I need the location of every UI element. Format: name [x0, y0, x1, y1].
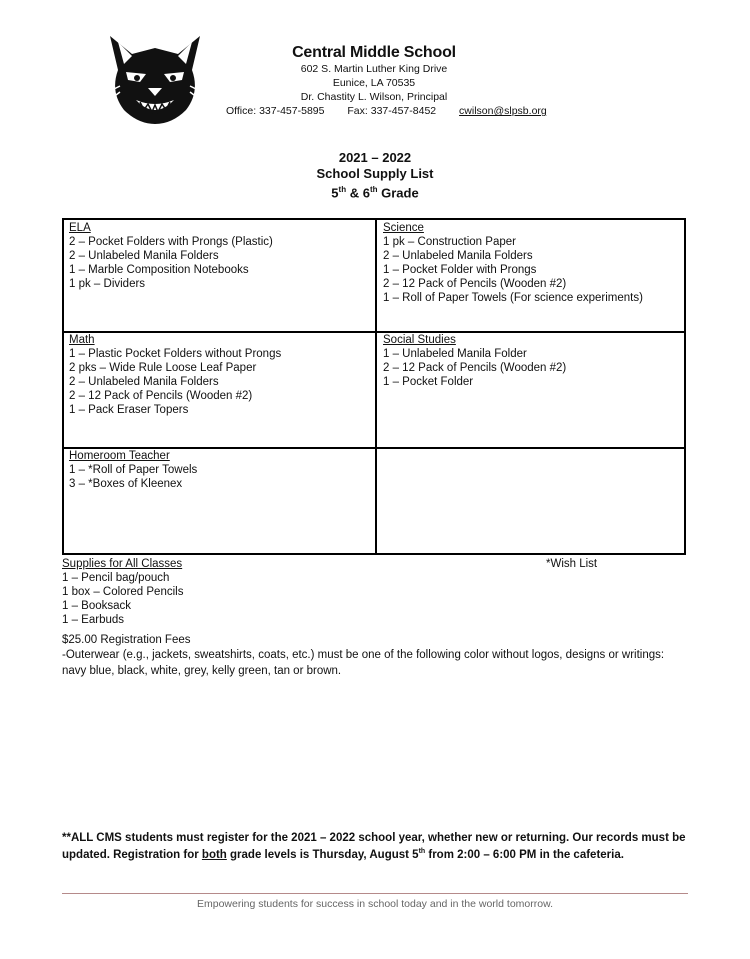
- list-item: 1 – Pack Eraser Topers: [69, 404, 189, 416]
- supply-table: [62, 218, 686, 555]
- section-heading: Math: [69, 334, 95, 346]
- school-year: 2021 – 2022: [338, 150, 412, 165]
- list-title: School Supply List: [316, 166, 434, 181]
- registration-fees: $25.00 Registration Fees: [62, 634, 191, 646]
- fax-number: Fax: 337-457-8452: [347, 105, 437, 117]
- list-item: 1 – Earbuds: [62, 614, 125, 626]
- section-heading: Supplies for All Classes: [62, 558, 183, 570]
- science-section: [383, 221, 643, 305]
- math-section: [69, 333, 281, 417]
- registration-notice: **ALL CMS students must register for the 2021 – 2022 school year, whether new or returning. Our records must be updated. Registration for both grade levels is Thursday, August 5th from 2:00 – 6:00 PM in the cafeteria.: [62, 832, 686, 861]
- list-item: 2 – 12 Pack of Pencils (Wooden #2): [383, 278, 567, 290]
- list-item: 1 – Pocket Folder: [383, 376, 474, 388]
- list-item: 2 pks – Wide Rule Loose Leaf Paper: [69, 362, 257, 374]
- list-item: 1 pk – Dividers: [69, 278, 146, 290]
- school-address: 602 S. Martin Luther King Drive: [300, 63, 448, 75]
- list-item: 1 box – Colored Pencils: [62, 586, 184, 598]
- list-item: 2 – Unlabeled Manila Folders: [69, 376, 219, 388]
- footer-motto: Empowering students for success in school today and in the world tomorrow.: [196, 898, 553, 910]
- social-studies-section: [383, 333, 566, 389]
- list-item: 1 – Plastic Pocket Folders without Prongs: [69, 348, 282, 360]
- section-heading: Homeroom Teacher: [69, 450, 170, 462]
- ela-section: [69, 221, 273, 291]
- section-heading: Social Studies: [383, 334, 456, 346]
- wildcat-mascot-icon: [108, 34, 202, 126]
- list-item: 2 – Unlabeled Manila Folders: [69, 250, 219, 262]
- list-item: 1 – Pencil bag/pouch: [62, 572, 170, 584]
- email-link[interactable]: cwilson@slpsb.org: [459, 105, 547, 117]
- list-item: 2 – 12 Pack of Pencils (Wooden #2): [69, 390, 253, 402]
- list-item: 1 – Pocket Folder with Prongs: [383, 264, 537, 276]
- list-item: 1 pk – Construction Paper: [383, 236, 516, 248]
- school-city: Eunice, LA 70535: [332, 77, 416, 89]
- list-item: 1 – Roll of Paper Towels (For science experiments): [383, 292, 643, 304]
- list-item: 1 – Unlabeled Manila Folder: [383, 348, 527, 360]
- table-divider: [375, 220, 377, 553]
- list-item: 3 – *Boxes of Kleenex: [69, 478, 183, 490]
- footer-divider: [62, 893, 688, 894]
- wish-list-note: *Wish List: [546, 558, 598, 570]
- outerwear-policy: -Outerwear (e.g., jackets, sweatshirts, coats, etc.) must be one of the following color without logos, designs or writings: navy blue, black, white, grey, kelly green, tan or brown.: [62, 649, 665, 677]
- school-header: [224, 44, 524, 104]
- school-name: Central Middle School: [292, 44, 456, 61]
- all-classes-section: [62, 557, 183, 627]
- list-item: 2 – Pocket Folders with Prongs (Plastic): [69, 236, 273, 248]
- list-item: 1 – *Roll of Paper Towels: [69, 464, 198, 476]
- list-item: 2 – Unlabeled Manila Folders: [383, 250, 533, 262]
- document-title: [0, 150, 750, 201]
- school-principal: Dr. Chastity L. Wilson, Principal: [300, 91, 448, 103]
- list-item: 1 – Booksack: [62, 600, 132, 612]
- list-item: 2 – 12 Pack of Pencils (Wooden #2): [383, 362, 567, 374]
- grade-line: 5th & 6th Grade: [331, 185, 419, 201]
- section-heading: ELA: [69, 222, 91, 234]
- office-phone: Office: 337-457-5895: [226, 105, 325, 117]
- section-heading: Science: [383, 222, 424, 234]
- homeroom-section: [69, 449, 197, 491]
- list-item: 1 – Marble Composition Notebooks: [69, 264, 249, 276]
- contact-line: [226, 105, 547, 117]
